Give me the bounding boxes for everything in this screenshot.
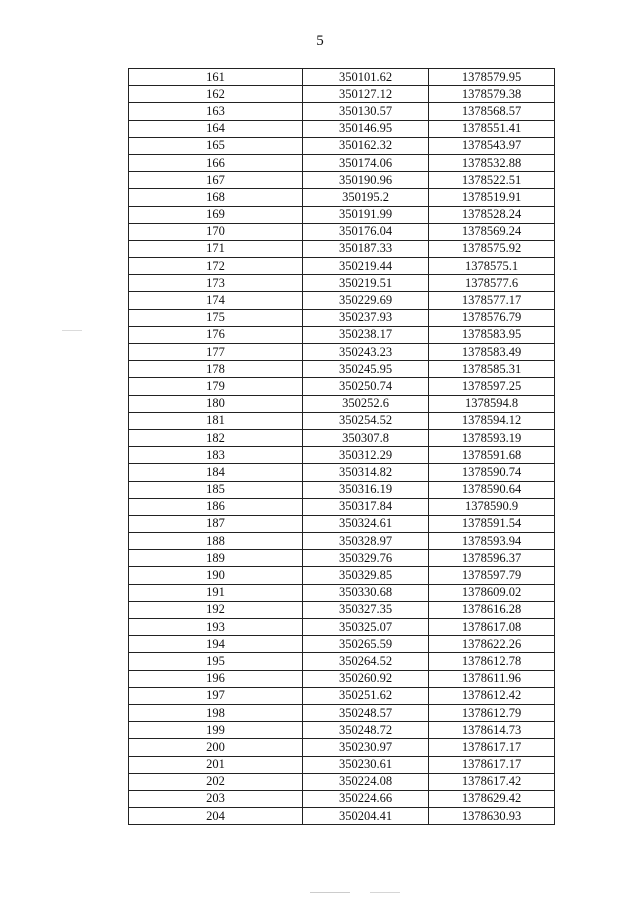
y-coordinate-cell: 1378519.91: [429, 189, 555, 206]
x-coordinate-cell: 350238.17: [303, 326, 429, 343]
table-row: [129, 550, 555, 567]
x-coordinate-cell: 350174.06: [303, 154, 429, 171]
y-coordinate-cell: 1378609.02: [429, 584, 555, 601]
point-number-cell: 188: [129, 533, 303, 550]
point-number-cell: 166: [129, 154, 303, 171]
point-number-cell: 200: [129, 739, 303, 756]
table-row: [129, 309, 555, 326]
table-row: [129, 773, 555, 790]
x-coordinate-cell: 350325.07: [303, 619, 429, 636]
table-row: [129, 567, 555, 584]
table-row: [129, 172, 555, 189]
table-row: [129, 292, 555, 309]
y-coordinate-cell: 1378577.6: [429, 275, 555, 292]
point-number-cell: 165: [129, 137, 303, 154]
y-coordinate-cell: 1378575.1: [429, 258, 555, 275]
y-coordinate-cell: 1378612.78: [429, 653, 555, 670]
y-coordinate-cell: 1378617.08: [429, 619, 555, 636]
point-number-cell: 185: [129, 481, 303, 498]
table-row: [129, 619, 555, 636]
table-row: [129, 498, 555, 515]
point-number-cell: 176: [129, 326, 303, 343]
y-coordinate-cell: 1378522.51: [429, 172, 555, 189]
x-coordinate-cell: 350251.62: [303, 687, 429, 704]
table-row: [129, 670, 555, 687]
point-number-cell: 201: [129, 756, 303, 773]
point-number-cell: 177: [129, 344, 303, 361]
y-coordinate-cell: 1378579.95: [429, 69, 555, 86]
y-coordinate-cell: 1378630.93: [429, 808, 555, 825]
x-coordinate-cell: 350254.52: [303, 412, 429, 429]
point-number-cell: 186: [129, 498, 303, 515]
point-number-cell: 204: [129, 808, 303, 825]
table-row: [129, 326, 555, 343]
y-coordinate-cell: 1378591.54: [429, 515, 555, 532]
y-coordinate-cell: 1378614.73: [429, 722, 555, 739]
point-number-cell: 169: [129, 206, 303, 223]
table-row: [129, 412, 555, 429]
x-coordinate-cell: 350316.19: [303, 481, 429, 498]
point-number-cell: 191: [129, 584, 303, 601]
y-coordinate-cell: 1378528.24: [429, 206, 555, 223]
point-number-cell: 171: [129, 240, 303, 257]
table-row: [129, 223, 555, 240]
table-row: [129, 481, 555, 498]
x-coordinate-cell: 350219.44: [303, 258, 429, 275]
point-number-cell: 167: [129, 172, 303, 189]
x-coordinate-cell: 350314.82: [303, 464, 429, 481]
x-coordinate-cell: 350224.66: [303, 790, 429, 807]
x-coordinate-cell: 350265.59: [303, 636, 429, 653]
table-row: [129, 378, 555, 395]
point-number-cell: 178: [129, 361, 303, 378]
x-coordinate-cell: 350229.69: [303, 292, 429, 309]
x-coordinate-cell: 350312.29: [303, 447, 429, 464]
x-coordinate-cell: 350130.57: [303, 103, 429, 120]
x-coordinate-cell: 350260.92: [303, 670, 429, 687]
table-row: [129, 206, 555, 223]
y-coordinate-cell: 1378579.38: [429, 86, 555, 103]
y-coordinate-cell: 1378577.17: [429, 292, 555, 309]
point-number-cell: 199: [129, 722, 303, 739]
point-number-cell: 162: [129, 86, 303, 103]
y-coordinate-cell: 1378597.25: [429, 378, 555, 395]
table-row: [129, 137, 555, 154]
table-row: [129, 808, 555, 825]
x-coordinate-cell: 350329.76: [303, 550, 429, 567]
table-row: [129, 653, 555, 670]
point-number-cell: 164: [129, 120, 303, 137]
point-number-cell: 193: [129, 619, 303, 636]
x-coordinate-cell: 350146.95: [303, 120, 429, 137]
point-number-cell: 192: [129, 601, 303, 618]
y-coordinate-cell: 1378593.19: [429, 429, 555, 446]
point-number-cell: 194: [129, 636, 303, 653]
y-coordinate-cell: 1378617.17: [429, 739, 555, 756]
point-number-cell: 184: [129, 464, 303, 481]
table-row: [129, 395, 555, 412]
table-row: [129, 429, 555, 446]
point-number-cell: 168: [129, 189, 303, 206]
x-coordinate-cell: 350230.97: [303, 739, 429, 756]
table-row: [129, 103, 555, 120]
x-coordinate-cell: 350243.23: [303, 344, 429, 361]
scan-artifact: [62, 330, 82, 331]
table-row: [129, 790, 555, 807]
y-coordinate-cell: 1378596.37: [429, 550, 555, 567]
point-number-cell: 179: [129, 378, 303, 395]
x-coordinate-cell: 350127.12: [303, 86, 429, 103]
table-row: [129, 584, 555, 601]
point-number-cell: 190: [129, 567, 303, 584]
y-coordinate-cell: 1378585.31: [429, 361, 555, 378]
x-coordinate-cell: 350328.97: [303, 533, 429, 550]
y-coordinate-cell: 1378612.42: [429, 687, 555, 704]
scan-artifact: [310, 892, 350, 893]
table-row: [129, 687, 555, 704]
x-coordinate-cell: 350176.04: [303, 223, 429, 240]
scan-artifact: [370, 892, 400, 893]
y-coordinate-cell: 1378576.79: [429, 309, 555, 326]
x-coordinate-cell: 350190.96: [303, 172, 429, 189]
table-row: [129, 704, 555, 721]
coordinates-table-body: [129, 69, 555, 825]
x-coordinate-cell: 350248.57: [303, 704, 429, 721]
table-row: [129, 636, 555, 653]
table-row: [129, 240, 555, 257]
point-number-cell: 180: [129, 395, 303, 412]
table-row: [129, 120, 555, 137]
x-coordinate-cell: 350248.72: [303, 722, 429, 739]
coordinates-table: [128, 68, 555, 825]
point-number-cell: 175: [129, 309, 303, 326]
table-row: [129, 189, 555, 206]
point-number-cell: 203: [129, 790, 303, 807]
x-coordinate-cell: 350230.61: [303, 756, 429, 773]
y-coordinate-cell: 1378590.9: [429, 498, 555, 515]
y-coordinate-cell: 1378629.42: [429, 790, 555, 807]
point-number-cell: 181: [129, 412, 303, 429]
x-coordinate-cell: 350250.74: [303, 378, 429, 395]
x-coordinate-cell: 350264.52: [303, 653, 429, 670]
y-coordinate-cell: 1378593.94: [429, 533, 555, 550]
point-number-cell: 196: [129, 670, 303, 687]
table-row: [129, 739, 555, 756]
point-number-cell: 198: [129, 704, 303, 721]
table-row: [129, 69, 555, 86]
table-row: [129, 464, 555, 481]
y-coordinate-cell: 1378551.41: [429, 120, 555, 137]
x-coordinate-cell: 350237.93: [303, 309, 429, 326]
x-coordinate-cell: 350307.8: [303, 429, 429, 446]
y-coordinate-cell: 1378543.97: [429, 137, 555, 154]
point-number-cell: 197: [129, 687, 303, 704]
point-number-cell: 163: [129, 103, 303, 120]
y-coordinate-cell: 1378575.92: [429, 240, 555, 257]
y-coordinate-cell: 1378622.26: [429, 636, 555, 653]
x-coordinate-cell: 350329.85: [303, 567, 429, 584]
table-row: [129, 533, 555, 550]
table-row: [129, 275, 555, 292]
table-row: [129, 601, 555, 618]
x-coordinate-cell: 350327.35: [303, 601, 429, 618]
point-number-cell: 161: [129, 69, 303, 86]
point-number-cell: 182: [129, 429, 303, 446]
x-coordinate-cell: 350101.62: [303, 69, 429, 86]
x-coordinate-cell: 350162.32: [303, 137, 429, 154]
y-coordinate-cell: 1378612.79: [429, 704, 555, 721]
x-coordinate-cell: 350187.33: [303, 240, 429, 257]
y-coordinate-cell: 1378583.49: [429, 344, 555, 361]
point-number-cell: 183: [129, 447, 303, 464]
y-coordinate-cell: 1378568.57: [429, 103, 555, 120]
x-coordinate-cell: 350324.61: [303, 515, 429, 532]
y-coordinate-cell: 1378617.42: [429, 773, 555, 790]
table-row: [129, 756, 555, 773]
y-coordinate-cell: 1378594.8: [429, 395, 555, 412]
x-coordinate-cell: 350252.6: [303, 395, 429, 412]
point-number-cell: 170: [129, 223, 303, 240]
point-number-cell: 173: [129, 275, 303, 292]
x-coordinate-cell: 350317.84: [303, 498, 429, 515]
table-row: [129, 258, 555, 275]
point-number-cell: 189: [129, 550, 303, 567]
point-number-cell: 174: [129, 292, 303, 309]
table-row: [129, 86, 555, 103]
y-coordinate-cell: 1378597.79: [429, 567, 555, 584]
y-coordinate-cell: 1378594.12: [429, 412, 555, 429]
y-coordinate-cell: 1378611.96: [429, 670, 555, 687]
x-coordinate-cell: 350219.51: [303, 275, 429, 292]
table-row: [129, 154, 555, 171]
x-coordinate-cell: 350224.08: [303, 773, 429, 790]
x-coordinate-cell: 350245.95: [303, 361, 429, 378]
table-row: [129, 344, 555, 361]
y-coordinate-cell: 1378616.28: [429, 601, 555, 618]
x-coordinate-cell: 350191.99: [303, 206, 429, 223]
table-row: [129, 515, 555, 532]
table-row: [129, 361, 555, 378]
y-coordinate-cell: 1378569.24: [429, 223, 555, 240]
y-coordinate-cell: 1378590.74: [429, 464, 555, 481]
y-coordinate-cell: 1378532.88: [429, 154, 555, 171]
x-coordinate-cell: 350195.2: [303, 189, 429, 206]
y-coordinate-cell: 1378590.64: [429, 481, 555, 498]
table-row: [129, 722, 555, 739]
y-coordinate-cell: 1378591.68: [429, 447, 555, 464]
x-coordinate-cell: 350330.68: [303, 584, 429, 601]
y-coordinate-cell: 1378617.17: [429, 756, 555, 773]
point-number-cell: 195: [129, 653, 303, 670]
x-coordinate-cell: 350204.41: [303, 808, 429, 825]
y-coordinate-cell: 1378583.95: [429, 326, 555, 343]
point-number-cell: 172: [129, 258, 303, 275]
point-number-cell: 202: [129, 773, 303, 790]
page-number: 5: [316, 33, 324, 49]
table-row: [129, 447, 555, 464]
point-number-cell: 187: [129, 515, 303, 532]
